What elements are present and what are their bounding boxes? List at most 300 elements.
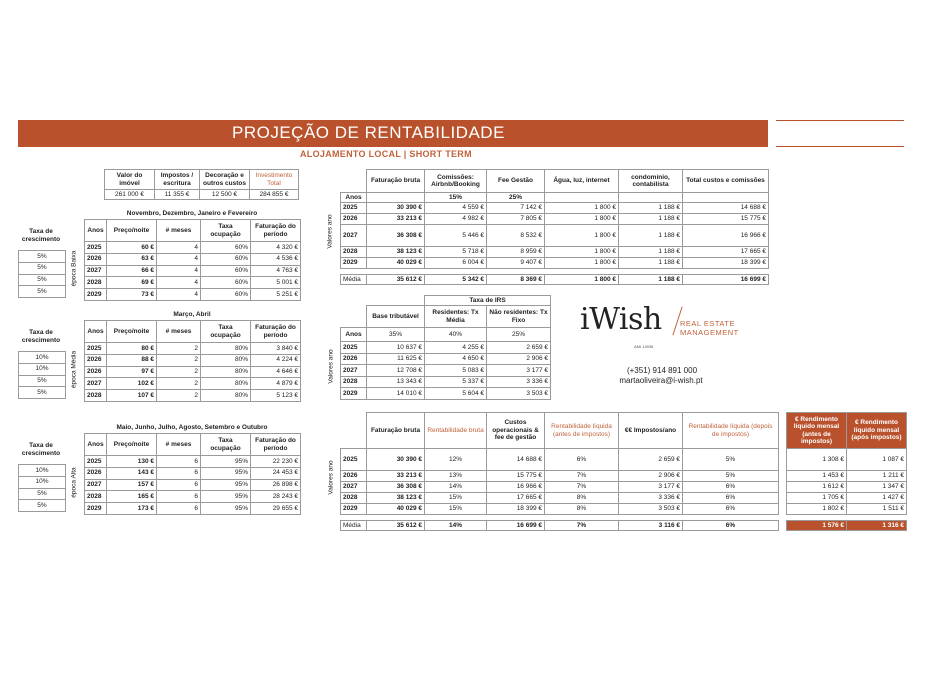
table-cell: 2026 [85,366,107,378]
table-cell: 2028 [341,247,367,258]
table-cell: 2028 [85,491,107,503]
top-rule [776,120,904,121]
growth-table [18,464,66,512]
table-row [85,491,301,503]
table-cell: 1 800 € [545,258,619,269]
season-col-header: # meses [157,220,201,242]
table-cell: 2028 [341,493,367,504]
table-cell: 7% [545,471,619,482]
table-cell: 66 € [107,265,157,277]
table-cell: 1 188 € [619,225,683,247]
monthly-net-before-tax-header: € Rendimento líquido mensal (antes de impostos) [787,413,847,449]
table-cell: 80% [201,378,251,390]
table-cell: 95% [201,491,251,503]
costs-avg-row [341,275,769,285]
table-row [341,388,551,400]
spacer-cell [779,493,787,504]
table-cell: 12% [425,449,487,471]
season-title: Novembro, Dezembro, Janeiro e Fevereiro [126,210,258,217]
table-cell: 33 213 € [367,214,425,225]
growth-rate: 5% [19,262,66,274]
table-cell: 1 800 € [545,214,619,225]
growth-rate: 5% [19,286,66,298]
invest-value: 12 500 € [200,190,250,200]
season-col-header: Anos [85,321,107,343]
table-cell: 5% [683,449,779,471]
table-row [341,493,907,504]
table-cell: 15% [425,504,487,515]
table-cell: 6% [683,504,779,515]
table-cell: 3 177 € [487,365,551,377]
avg-cell: 1 316 € [847,521,907,531]
table-cell: 16 966 € [683,225,769,247]
table-cell: 16 966 € [487,482,545,493]
table-row [85,390,301,402]
table-row [85,467,301,479]
growth-header: Taxa de crescimento [21,442,61,457]
invest-header: Investimento Total [250,170,299,190]
season-col-header: Preço/noite [107,220,157,242]
season-col-header: Taxa ocupação [201,434,251,456]
table-cell: 80% [201,390,251,402]
table-cell: 40 029 € [367,258,425,269]
growth-header: Taxa de crescimento [21,228,61,243]
top-rule-2 [776,146,904,147]
profit-header: Rentabilidade líquida (antes de impostos) [545,413,619,449]
table-cell: 97 € [107,366,157,378]
table-row [341,214,769,225]
season-label: época Baixa [70,250,78,287]
table-cell: 2 [157,343,201,355]
season-col-header: # meses [157,434,201,456]
table-cell: 2025 [85,242,107,254]
table-cell: 1 188 € [619,258,683,269]
costs-header: Total custos e comissões [683,170,769,193]
spacer-cell [779,482,787,493]
table-cell: 69 € [107,277,157,289]
table-cell: 2026 [85,253,107,265]
table-row [85,265,301,277]
avg-cell: 1 188 € [619,275,683,285]
profit-header: Custos operacionais & fee de gestão [487,413,545,449]
avg-cell: 7% [545,521,619,531]
season-label: época Média [70,350,78,389]
table-cell: 2026 [341,353,367,365]
table-cell: 88 € [107,354,157,366]
table-cell: 95% [201,467,251,479]
season-table [84,433,301,515]
table-cell: 5 083 € [425,365,487,377]
table-cell: 8 959 € [487,247,545,258]
brand-logo [580,302,750,352]
table-cell: 1 800 € [545,247,619,258]
growth-rate: 10% [19,352,66,364]
costs-header: Faturação bruta [367,170,425,193]
table-cell: 1 188 € [619,247,683,258]
table-cell: 1 188 € [619,203,683,214]
table-cell: 165 € [107,491,157,503]
page-title: PROJEÇÃO DE RENTABILIDADE [232,123,505,142]
table-cell: 80% [201,354,251,366]
costs-header: Água, luz, internet [545,170,619,193]
season-col-header: # meses [157,321,201,343]
table-cell: 2025 [85,343,107,355]
irs-years-header: Anos [341,328,367,342]
commission-rate: 15% [425,193,487,203]
table-cell: 6% [683,482,779,493]
invest-header: Valor do imóvel [105,170,155,190]
table-cell: 2029 [85,289,107,301]
avg-cell: 6% [683,521,779,531]
costs-header: Comissões: Airbnb/Booking [425,170,487,193]
table-cell: 1 427 € [847,493,907,504]
avg-cell: 35 612 € [367,521,425,531]
season-table [84,219,301,301]
table-cell: 3 177 € [619,482,683,493]
invest-header: Decoração e outros custos [200,170,250,190]
avg-cell: Média [341,275,367,285]
profit-header: Rentabilidade líquida (depois de impostos) [683,413,779,449]
table-cell: 2026 [341,471,367,482]
table-cell: 1 087 € [847,449,907,471]
growth-rate: 5% [19,375,66,387]
table-cell: 5 446 € [425,225,487,247]
table-cell: 102 € [107,378,157,390]
growth-rate: 10% [19,363,66,375]
table-row [85,277,301,289]
table-cell: 7 142 € [487,203,545,214]
table-row [85,378,301,390]
table-cell: 29 655 € [251,503,301,515]
table-cell: 28 243 € [251,491,301,503]
table-cell: 60% [201,253,251,265]
contact-email[interactable]: martaoliveira@i-wish.pt [619,376,703,385]
table-row [341,504,907,515]
growth-rate: 5% [19,488,66,500]
table-row [341,471,907,482]
table-cell: 4 255 € [425,342,487,354]
table-cell: 24 453 € [251,467,301,479]
table-cell: 1 800 € [545,203,619,214]
table-cell: 2027 [85,479,107,491]
table-cell: 9 407 € [487,258,545,269]
table-cell: 14 688 € [683,203,769,214]
monthly-net-after-tax-header: € Rendimento líquido mensal (após impostos) [847,413,907,449]
table-cell: 4 [157,265,201,277]
table-cell: 60% [201,289,251,301]
table-cell: 1 705 € [787,493,847,504]
table-cell: 14% [425,482,487,493]
season-col-header: Preço/noite [107,321,157,343]
table-cell: 4 [157,253,201,265]
spacer-cell [779,521,787,531]
table-cell: 6 [157,503,201,515]
growth-table [18,351,66,399]
table-cell: 4 [157,277,201,289]
table-cell: 13% [425,471,487,482]
profit-header: €€ Impostos/ano [619,413,683,449]
table-cell: 15 775 € [487,471,545,482]
invest-header: Impostos / escritura [155,170,200,190]
table-cell: 18 399 € [487,504,545,515]
table-cell: 5 251 € [251,289,301,301]
table-cell: 30 390 € [367,203,425,214]
table-cell: 6 [157,467,201,479]
irs-table [340,295,551,400]
table-cell: 1 308 € [787,449,847,471]
table-cell: 80% [201,366,251,378]
growth-rate: 10% [19,476,66,488]
table-cell: 38 123 € [367,247,425,258]
avg-cell: 35 612 € [367,275,425,285]
table-cell: 4 536 € [251,253,301,265]
table-cell: 3 503 € [619,504,683,515]
table-cell: 3 336 € [487,376,551,388]
table-cell: 2027 [341,225,367,247]
growth-header: Taxa de crescimento [21,329,61,344]
table-cell: 60 € [107,242,157,254]
table-cell: 4 982 € [425,214,487,225]
table-cell: 3 336 € [619,493,683,504]
season-col-header: Taxa ocupação [201,321,251,343]
table-cell: 2026 [85,354,107,366]
table-cell: 2029 [341,258,367,269]
table-row [85,456,301,468]
table-cell: 12 708 € [367,365,425,377]
season-col-header: Anos [85,434,107,456]
growth-rate: 5% [19,251,66,263]
table-cell: 157 € [107,479,157,491]
table-cell: 36 308 € [367,482,425,493]
table-cell: 22 230 € [251,456,301,468]
avg-cell: 8 369 € [487,275,545,285]
table-cell: 4 224 € [251,354,301,366]
table-cell: 2028 [85,390,107,402]
table-cell: 95% [201,479,251,491]
table-cell: 2025 [341,203,367,214]
table-cell: 80% [201,343,251,355]
profit-header: Faturação bruta [367,413,425,449]
table-row [85,343,301,355]
table-cell: 2 906 € [487,353,551,365]
avg-cell: 3 116 € [619,521,683,531]
table-cell: 18 399 € [683,258,769,269]
profit-table [340,412,907,531]
table-cell: 1 800 € [545,225,619,247]
season-col-header: Preço/noite [107,434,157,456]
table-cell: 17 665 € [683,247,769,258]
table-cell: 73 € [107,289,157,301]
table-cell: 8 532 € [487,225,545,247]
brand-tagline-2: MANAGEMENT [680,328,739,337]
irs-side-label: Valores ano [327,349,335,384]
table-row [341,376,551,388]
table-cell: 4 650 € [425,353,487,365]
growth-rate: 5% [19,500,66,512]
irs-header: Não residentes: Tx Fixo [487,306,551,328]
table-cell: 2028 [341,376,367,388]
table-cell: 4 320 € [251,242,301,254]
avg-cell: 1 800 € [545,275,619,285]
costs-header: Fee Gestão [487,170,545,193]
table-cell: 40 029 € [367,504,425,515]
brand-tagline-1: REAL ESTATE [680,319,735,328]
table-cell: 6 004 € [425,258,487,269]
table-cell: 80 € [107,343,157,355]
table-cell: 36 308 € [367,225,425,247]
table-cell: 3 840 € [251,343,301,355]
table-cell: 1 612 € [787,482,847,493]
spacer-cell [779,471,787,482]
invest-value: 284 855 € [250,190,299,200]
irs-group-header: Taxa de IRS [425,296,551,306]
table-cell: 30 390 € [367,449,425,471]
table-cell: 4 [157,242,201,254]
table-cell: 2029 [341,388,367,400]
table-cell: 5% [683,471,779,482]
avg-cell: 14% [425,521,487,531]
table-row [85,289,301,301]
table-cell: 2025 [341,449,367,471]
season-col-header: Taxa ocupação [201,220,251,242]
table-cell: 5 604 € [425,388,487,400]
table-row [341,353,551,365]
table-cell: 1 347 € [847,482,907,493]
table-cell: 4 559 € [425,203,487,214]
table-row [85,366,301,378]
table-cell: 4 646 € [251,366,301,378]
table-cell: 15 775 € [683,214,769,225]
table-cell: 38 123 € [367,493,425,504]
table-row [341,203,769,214]
table-cell: 173 € [107,503,157,515]
growth-rate: 5% [19,274,66,286]
table-cell: 2027 [85,265,107,277]
table-cell: 2025 [85,456,107,468]
table-row [341,342,551,354]
table-cell: 14 688 € [487,449,545,471]
costs-years-header: Anos [341,193,367,203]
table-cell: 2 [157,390,201,402]
avg-cell: 1 576 € [787,521,847,531]
table-cell: 130 € [107,456,157,468]
irs-header: Base tributável [367,306,425,328]
table-cell: 7 805 € [487,214,545,225]
investment-table [104,169,299,200]
table-cell: 1 188 € [619,214,683,225]
table-cell: 5 718 € [425,247,487,258]
profit-avg-row [341,521,907,531]
table-cell: 60% [201,265,251,277]
table-cell: 2029 [85,503,107,515]
brand-license: AMI 14936 [634,344,654,349]
table-cell: 7% [545,482,619,493]
table-cell: 2 [157,366,201,378]
table-cell: 2 659 € [619,449,683,471]
table-cell: 4 879 € [251,378,301,390]
table-cell: 8% [545,493,619,504]
table-cell: 6% [545,449,619,471]
table-cell: 2028 [85,277,107,289]
table-cell: 4 [157,289,201,301]
table-cell: 5 337 € [425,376,487,388]
table-cell: 17 665 € [487,493,545,504]
table-cell: 2 906 € [619,471,683,482]
table-cell: 2026 [85,467,107,479]
irs-rate: 40% [425,328,487,342]
table-cell: 5 123 € [251,390,301,402]
spacer-cell [779,504,787,515]
table-row [341,482,907,493]
season-col-header: Faturação do período [251,220,301,242]
table-row [341,225,769,247]
avg-cell: 5 342 € [425,275,487,285]
season-label: época Alta [70,467,78,498]
table-cell: 10 637 € [367,342,425,354]
table-cell: 26 898 € [251,479,301,491]
table-cell: 6 [157,491,201,503]
table-cell: 143 € [107,467,157,479]
table-row [85,253,301,265]
table-row [85,503,301,515]
table-cell: 33 213 € [367,471,425,482]
costs-header: condomínio, contabilista [619,170,683,193]
costs-side-label: Valores ano [326,214,334,249]
growth-table [18,250,66,298]
table-cell: 5 001 € [251,277,301,289]
table-cell: 2025 [341,342,367,354]
profit-header: Rentabilidade bruta [425,413,487,449]
table-cell: 1 802 € [787,504,847,515]
contact-phone: (+351) 914 891 000 [626,366,698,375]
table-cell: 1 211 € [847,471,907,482]
table-row [85,242,301,254]
table-cell: 2 [157,354,201,366]
table-cell: 2026 [341,214,367,225]
table-cell: 63 € [107,253,157,265]
table-row [341,365,551,377]
table-cell: 2 [157,378,201,390]
table-cell: 15% [425,493,487,504]
table-cell: 11 625 € [367,353,425,365]
table-cell: 2027 [341,482,367,493]
table-cell: 1 511 € [847,504,907,515]
table-cell: 2027 [85,378,107,390]
table-cell: 8% [545,504,619,515]
avg-cell: 16 699 € [683,275,769,285]
table-cell: 6% [683,493,779,504]
season-col-header: Anos [85,220,107,242]
avg-cell: Média [341,521,367,531]
table-cell: 6 [157,479,201,491]
table-cell: 95% [201,503,251,515]
season-col-header: Faturação do período [251,434,301,456]
table-row [85,354,301,366]
table-cell: 107 € [107,390,157,402]
season-table [84,320,301,402]
season-col-header: Faturação do período [251,321,301,343]
table-cell: 2029 [341,504,367,515]
table-row [85,479,301,491]
invest-value: 11 355 € [155,190,200,200]
irs-header: Residentes: Tx Média [425,306,487,328]
table-cell: 2027 [341,365,367,377]
table-cell: 60% [201,277,251,289]
page-subtitle: ALOJAMENTO LOCAL | SHORT TERM [300,149,472,159]
table-cell: 6 [157,456,201,468]
table-cell: 60% [201,242,251,254]
growth-rate: 5% [19,387,66,399]
